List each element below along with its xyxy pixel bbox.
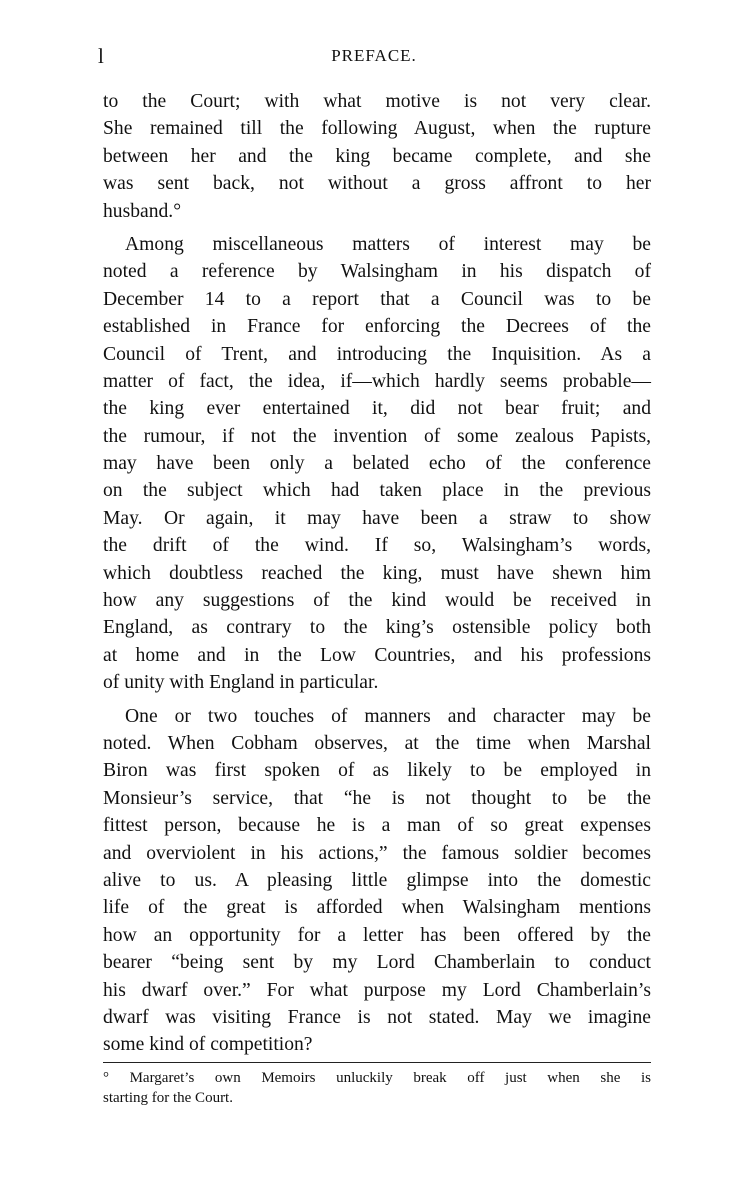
- text-line: husband.°: [103, 200, 182, 222]
- text-line: to the Court; with what motive is not very clear.: [103, 91, 651, 112]
- paragraph: [103, 231, 651, 697]
- text-line: bearer “being sent by my Lord Chamberlain to conduct: [103, 952, 651, 974]
- text-line: England, as contrary to the king’s ostensible policy both: [103, 617, 651, 639]
- text-line: Among miscellaneous matters of interest may be: [125, 233, 651, 255]
- text-line: the rumour, if not the invention of some zealous Papists,: [103, 425, 651, 447]
- text-line: One or two touches of manners and character may be: [125, 705, 651, 727]
- text-line: fittest person, because he is a man of so great expenses: [103, 815, 651, 837]
- text-line: of unity with England in particular.: [103, 672, 379, 694]
- text-line: at home and in the Low Countries, and his professions: [103, 644, 651, 666]
- body-text: [103, 88, 651, 1059]
- text-line: established in France for enforcing the Decrees of the: [103, 316, 651, 338]
- text-line: and overviolent in his actions,” the famous soldier becomes: [103, 842, 651, 864]
- text-line: life of the great is afforded when Walsingham mentions: [103, 897, 651, 919]
- text-line: which doubtless reached the king, must have shewn him: [103, 562, 651, 584]
- text-line: on the subject which had taken place in the previous: [103, 480, 651, 502]
- text-line: Monsieur’s service, that “he is not thought to be the: [103, 787, 651, 809]
- text-line: how an opportunity for a letter has been offered by the: [103, 924, 651, 946]
- text-line: some kind of competition?: [103, 1034, 313, 1056]
- text-line: noted a reference by Walsingham in his dispatch of: [103, 261, 651, 283]
- text-line: alive to us. A pleasing little glimpse into the domestic: [103, 869, 651, 891]
- footnote-rule: [103, 1062, 651, 1063]
- paragraph: [103, 88, 651, 225]
- page-number: l: [98, 44, 104, 68]
- running-head: PREFACE.: [331, 46, 417, 65]
- text-line: noted. When Cobham observes, at the time when Marshal: [103, 732, 651, 754]
- text-line: the drift of the wind. If so, Walsingham’s words,: [103, 535, 651, 557]
- text-line: may have been only a belated echo of the conference: [103, 453, 651, 475]
- text-line: Council of Trent, and introducing the Inquisition. As a: [103, 343, 651, 365]
- footnote-line: starting for the Court.: [103, 1090, 233, 1106]
- text-line: May. Or again, it may have been a straw to show: [103, 507, 651, 529]
- text-line: She remained till the following August, when the rupture: [103, 118, 651, 140]
- footnote-line: ° Margaret’s own Memoirs unluckily break off just when she is: [103, 1070, 651, 1086]
- text-line: between her and the king became complete, and she: [103, 145, 651, 167]
- text-line: was sent back, not without a gross affront to her: [103, 173, 651, 195]
- text-line: Biron was first spoken of as likely to be employed in: [103, 760, 651, 782]
- text-line: December 14 to a report that a Council was to be: [103, 288, 651, 310]
- paragraph: [103, 703, 651, 1059]
- text-line: matter of fact, the idea, if—which hardly seems probable—: [103, 370, 651, 392]
- text-line: how any suggestions of the kind would be received in: [103, 590, 651, 612]
- text-line: the king ever entertained it, did not bear fruit; and: [103, 398, 651, 420]
- text-line: his dwarf over.” For what purpose my Lord Chamberlain’s: [103, 979, 651, 1001]
- text-line: dwarf was visiting France is not stated. May we imagine: [103, 1006, 651, 1028]
- footnote: [103, 1068, 651, 1108]
